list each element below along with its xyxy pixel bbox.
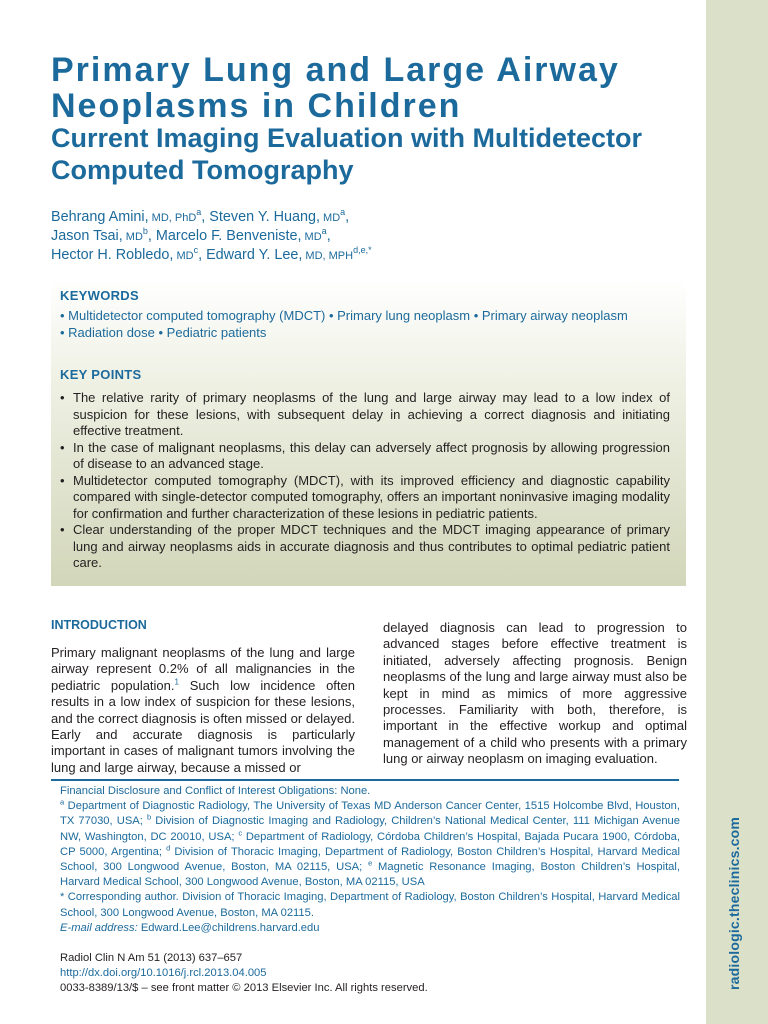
key-point-item: • Clear understanding of the proper MDCT techniques and the MDCT imaging appearance of primary lung and airway neoplasms aids in accurate diagnosis and thus contributes to optimal pediatric patient care. (60, 522, 670, 572)
affiliations: $^a$ Department of Diagnostic Radiology, The University of Texas MD Anderson Cancer Center, 1515 Holcombe Blvd, Houston, TX 77030, USA; $^b$ Division of Diagnostic Imaging and Radiology, Children’s National Medical Center, 111 Michigan Avenue NW, Washington, DC 20010, USA; $^c$ Department of Radiology, Córdoba Children’s Hospital, Bajada Pucara 1900, Córdoba, CP 5000, Argentina; $^d$ Division of Thoracic Imaging, Department of Radiology, Boston Children’s Hospital, Harvard Medical School, 300 Longwood Avenue, Boston, MA 02115, USA; $^e$ Magnetic Resonance Imaging, Boston Children’s Hospital, Harvard Medical School, 300 Longwood Avenue, Boston, MA 02115, USA (60, 797, 680, 889)
author: Edward Y. Lee, MD, $MPH^{d,e,*}$ (206, 245, 372, 263)
keywords-list (60, 308, 684, 341)
introduction-heading: INTRODUCTION (51, 618, 147, 632)
email-link[interactable]: Edward.Lee@childrens.harvard.edu (137, 921, 320, 934)
author: Hector H. Robledo, $MD^c$, (51, 245, 207, 263)
key-point-item: • The relative rarity of primary neoplasms of the lung and large airway may lead to a low index of suspicion for these lesions, with subsequent delay in achieving a correct diagnosis and initiating effective treatment. (60, 390, 670, 440)
introduction-right-column: delayed diagnosis can lead to progression to advanced stages before effective treatment is initiated, adversely affecting prognosis. Benign neoplasms of the lung and large airway must also be kept in mind as mimics of more aggressive processes. Familiarity with both, therefore, is important in the effective workup and optimal management of a child who presents with a primary lung or airway neoplasm on imaging evaluation. (383, 620, 687, 767)
copyright-line: 0033-8389/13/$ – see front matter © 2013 Elsevier Inc. All rights reserved. (60, 982, 428, 995)
title-line-1: Primary Lung and Large Airway (51, 51, 620, 89)
citation-block (60, 951, 680, 997)
author: Steven Y. Huang, $MD^a$, (209, 207, 350, 225)
key-point-item: • Multidetector computed tomography (MDCT), with its improved efficiency and diagnostic capability compared with single-detector computed tomography, offers an important noninvasive imaging modality for confirmation and further characterization of these lesions in pediatric patients. (60, 473, 670, 523)
article-title (51, 52, 701, 124)
email-label: E-mail address: (60, 921, 138, 934)
journal-url[interactable]: radiologic.theclinics.com (726, 816, 742, 990)
keywords-line: • Multidetector computed tomography (MDCT) • Primary lung neoplasm • Primary airway neoplasm (60, 308, 628, 323)
footnotes (60, 784, 680, 936)
footnote-divider (51, 779, 679, 781)
doi-link[interactable]: http://dx.doi.org/10.1016/j.rcl.2013.04.005 (60, 967, 267, 980)
reference-link[interactable]: 1 (174, 677, 179, 687)
title-line-2: Neoplasms in Children (51, 87, 462, 125)
key-points-list (60, 390, 670, 572)
article-subtitle: Current Imaging Evaluation with Multidetector Computed Tomography (51, 123, 643, 185)
keywords-line: • Radiation dose • Pediatric patients (60, 324, 267, 340)
corresponding-author: * Corresponding author. Division of Thoracic Imaging, Department of Radiology, Boston Children’s Hospital, Harvard Medical School, 300 Longwood Avenue, Boston, MA 02115. (60, 891, 680, 919)
email-line (60, 921, 680, 936)
key-point-item: • In the case of malignant neoplasms, this delay can adversely affect prognosis by allowing progression of disease to an advanced stage. (60, 440, 670, 473)
author: Jason Tsai, $MD^b$, (51, 226, 156, 244)
key-points-heading: KEY POINTS (60, 367, 142, 382)
author: Marcelo F. Benveniste, $MD^a$, (155, 226, 331, 244)
journal-citation: Radiol Clin N Am 51 (2013) 637–657 (60, 952, 243, 964)
author: Behrang Amini, MD, PhD$^a$, (51, 207, 210, 225)
author-list (51, 208, 691, 265)
disclosure-note: Financial Disclosure and Conflict of Interest Obligations: None. (60, 785, 371, 797)
introduction-left-column: Primary malignant neoplasms of the lung and large airway represent 0.2% of all malignancies in the pediatric population.$^1$ Such low incidence often results in a low index of suspicion for these lesions, and the correct diagnosis is often missed or delayed. Early and accurate diagnosis is particularly important in cases of malignant tumors involving the lung and large airway, because a missed or (51, 645, 355, 775)
keywords-heading: KEYWORDS (60, 288, 139, 303)
